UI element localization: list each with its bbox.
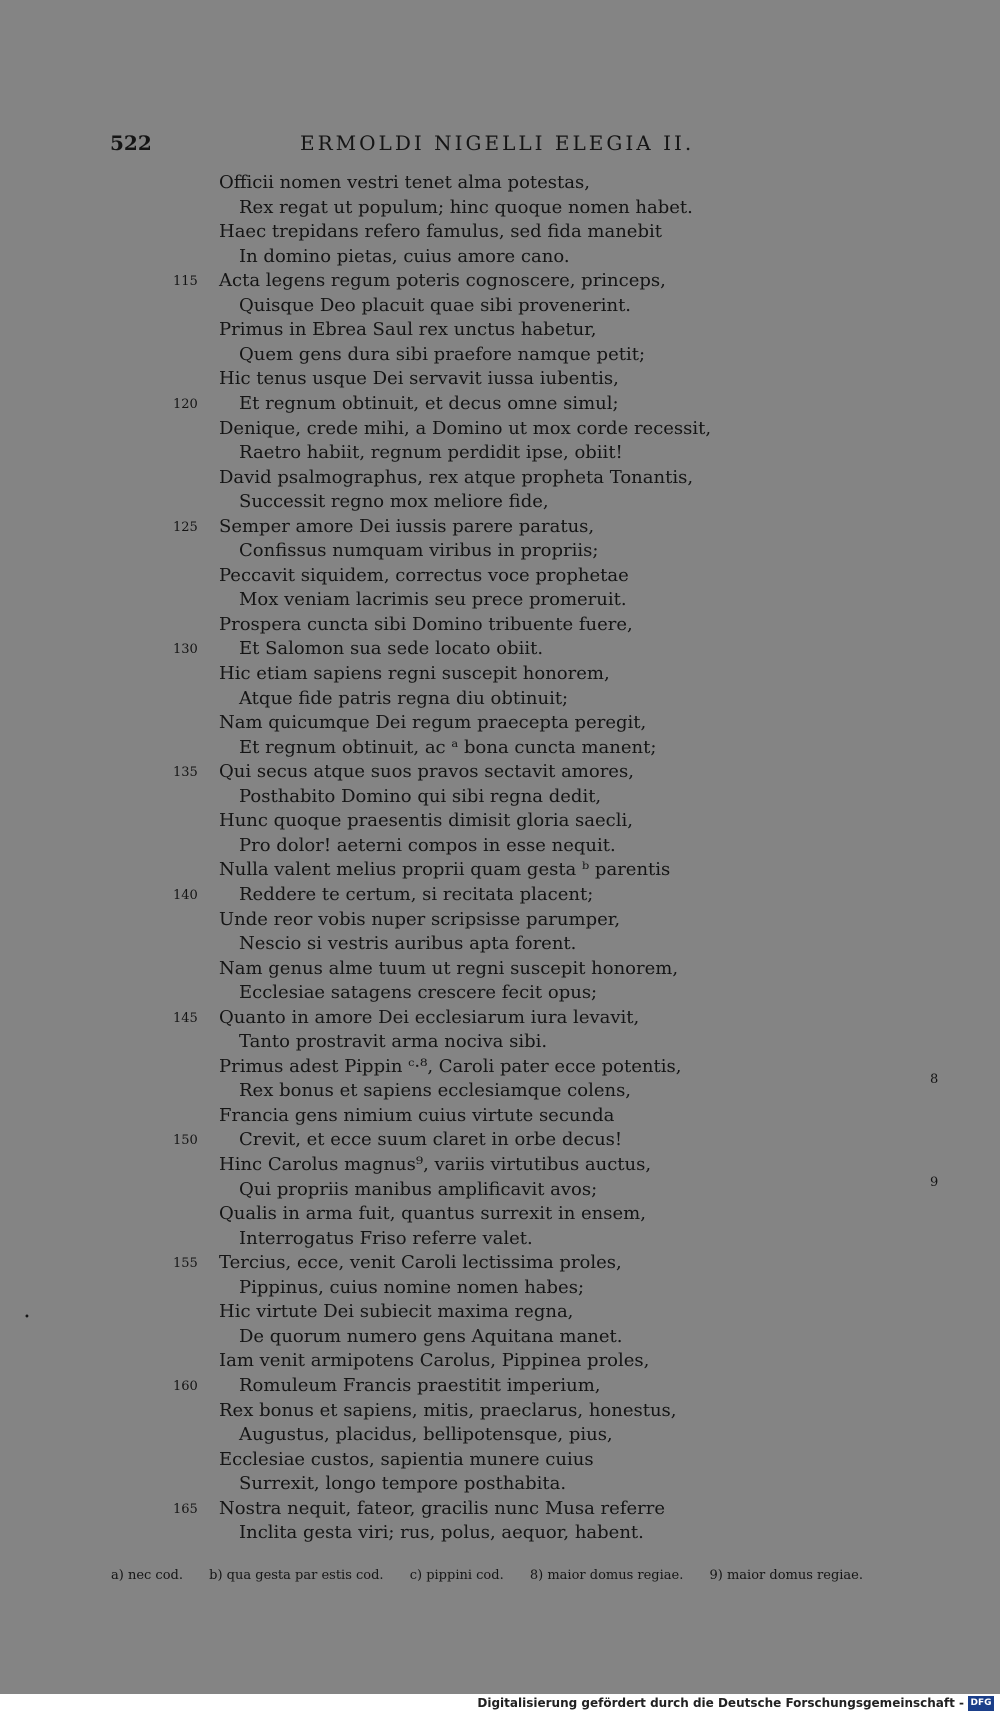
verse-line: Reddere te certum, si recitata placent; bbox=[239, 883, 594, 905]
verse-line: Posthabito Domino qui sibi regna dedit, bbox=[239, 785, 602, 807]
verse-line: Inclita gesta viri; rus, polus, aequor, habent. bbox=[239, 1522, 644, 1544]
verse-line: Rex bonus et sapiens, mitis, praeclarus, honestus, bbox=[219, 1399, 677, 1421]
verse-line: Tercius, ecce, venit Caroli lectissima proles, bbox=[219, 1252, 622, 1274]
verse-line: Semper amore Dei iussis parere paratus, bbox=[219, 515, 595, 537]
footnote-c: c) pippini cod. bbox=[409, 1568, 504, 1583]
verse-line: Primus adest Pippin ᶜ·⁸, Caroli pater ecce potentis, bbox=[219, 1055, 682, 1077]
verse-line: Ecclesiae satagens crescere fecit opus; bbox=[239, 982, 598, 1004]
stray-mark: • bbox=[24, 1312, 30, 1323]
verse-line: Crevit, et ecce suum claret in orbe decus! bbox=[239, 1129, 623, 1151]
verse-line: De quorum numero gens Aquitana manet. bbox=[239, 1325, 623, 1347]
margin-note-9: 9 bbox=[930, 1175, 939, 1190]
verse-line: Qui propriis manibus amplificavit avos; bbox=[239, 1178, 598, 1200]
verse-line: Rex regat ut populum; hinc quoque nomen habet. bbox=[239, 196, 693, 218]
verse-line: Peccavit siquidem, correctus voce prophetae bbox=[219, 564, 629, 586]
line-number: 135 bbox=[173, 765, 198, 781]
footnote-9: 9) maior domus regiae. bbox=[709, 1568, 863, 1583]
line-number: 130 bbox=[173, 642, 198, 658]
footnote-a: a) nec cod. bbox=[111, 1568, 183, 1583]
verse-line: In domino pietas, cuius amore cano. bbox=[239, 245, 570, 267]
line-number: 145 bbox=[173, 1010, 198, 1026]
footnote-b: b) qua gesta par estis cod. bbox=[209, 1568, 384, 1583]
verse-line: Nescio si vestris auribus apta forent. bbox=[239, 933, 577, 955]
verse-line: Romuleum Francis praestitit imperium, bbox=[239, 1374, 601, 1396]
verse-line: Mox veniam lacrimis seu prece promeruit. bbox=[239, 589, 627, 611]
dfg-logo-icon: DFG bbox=[968, 1696, 994, 1711]
verse-line: Qui secus atque suos pravos sectavit amores, bbox=[219, 761, 634, 783]
verse-line: Quanto in amore Dei ecclesiarum iura levavit, bbox=[219, 1006, 640, 1028]
page-number: 522 bbox=[110, 131, 152, 155]
verse-line: Denique, crede mihi, a Domino ut mox corde recessit, bbox=[219, 417, 712, 439]
verse-line: Acta legens regum poteris cognoscere, princeps, bbox=[219, 270, 666, 292]
line-number: 150 bbox=[173, 1133, 198, 1149]
footnote-8: 8) maior domus regiae. bbox=[529, 1568, 684, 1583]
line-number: 140 bbox=[173, 887, 198, 903]
verse-line: Augustus, placidus, bellipotensque, pius, bbox=[239, 1424, 613, 1446]
verse-line: Francia gens nimium cuius virtute secunda bbox=[219, 1104, 615, 1126]
verse-line: Quem gens dura sibi praefore namque petit; bbox=[239, 343, 646, 365]
verse-line: Ecclesiae custos, sapientia munere cuius bbox=[219, 1448, 594, 1470]
verse-line: Hic tenus usque Dei servavit iussa iubentis, bbox=[219, 368, 619, 390]
verse-line: Quisque Deo placuit quae sibi provenerint. bbox=[239, 294, 632, 316]
verse-line: Pippinus, cuius nomine nomen habes; bbox=[239, 1276, 585, 1298]
verse-line: Tanto prostravit arma nociva sibi. bbox=[239, 1031, 548, 1053]
running-head: ERMOLDI NIGELLI ELEGIA II. bbox=[300, 131, 695, 155]
verse-line: Et regnum obtinuit, ac ᵃ bona cuncta manent; bbox=[239, 736, 657, 758]
verse-line: Rex bonus et sapiens ecclesiamque colens, bbox=[239, 1080, 632, 1102]
line-number: 125 bbox=[173, 519, 198, 535]
verse-line: Nam genus alme tuum ut regni suscepit honorem, bbox=[219, 957, 679, 979]
verse-line: David psalmographus, rex atque propheta Tonantis, bbox=[219, 466, 694, 488]
margin-note-8: 8 bbox=[930, 1072, 939, 1087]
verse-line: Et Salomon sua sede locato obiit. bbox=[239, 638, 544, 660]
line-number: 155 bbox=[173, 1256, 198, 1272]
line-number: 165 bbox=[173, 1501, 198, 1517]
line-number: 160 bbox=[173, 1378, 198, 1394]
verse-line: Qualis in arma fuit, quantus surrexit in ensem, bbox=[219, 1203, 646, 1225]
verse-line: Pro dolor! aeterni compos in esse nequit. bbox=[239, 834, 616, 856]
line-number: 120 bbox=[173, 396, 198, 412]
verse-line: Prospera cuncta sibi Domino tribuente fuere, bbox=[219, 613, 633, 635]
verse-line: Nam quicumque Dei regum praecepta peregit, bbox=[219, 712, 647, 734]
line-number: 115 bbox=[173, 274, 198, 290]
verse-line: Interrogatus Friso referre valet. bbox=[239, 1227, 533, 1249]
verse-line: Hinc Carolus magnus⁹, variis virtutibus auctus, bbox=[219, 1154, 652, 1175]
footer-strip bbox=[0, 1694, 1000, 1714]
verse-line: Confissus numquam viribus in propriis; bbox=[239, 540, 599, 562]
verse-line: Successit regno mox meliore fide, bbox=[239, 491, 549, 513]
verse-line: Et regnum obtinuit, et decus omne simul; bbox=[239, 392, 619, 414]
verse-line: Atque fide patris regna diu obtinuit; bbox=[239, 687, 569, 709]
verse-line: Nostra nequit, fateor, gracilis nunc Musa referre bbox=[219, 1497, 665, 1519]
footnotes bbox=[111, 1568, 885, 1583]
verse-line: Hunc quoque praesentis dimisit gloria saecli, bbox=[219, 810, 633, 832]
footer-credit: Digitalisierung gefördert durch die Deutsche Forschungsgemeinschaft - bbox=[477, 1696, 964, 1710]
verse-line: Surrexit, longo tempore posthabita. bbox=[239, 1473, 567, 1495]
verse-line: Hic etiam sapiens regni suscepit honorem, bbox=[219, 663, 610, 684]
verse-line: Primus in Ebrea Saul rex unctus habetur, bbox=[219, 319, 597, 341]
verse-line: Unde reor vobis nuper scripsisse parumper, bbox=[219, 908, 621, 930]
verse-line: Raetro habiit, regnum perdidit ipse, obiit! bbox=[239, 442, 623, 464]
verse-line: Nulla valent melius proprii quam gesta ᵇ parentis bbox=[219, 859, 671, 881]
verse-line: Hic virtute Dei subiecit maxima regna, bbox=[219, 1301, 574, 1323]
verse-line: Haec trepidans refero famulus, sed fida manebit bbox=[219, 221, 662, 243]
verse-line: Iam venit armipotens Carolus, Pippinea proles, bbox=[219, 1350, 650, 1372]
verse-line: Officii nomen vestri tenet alma potestas, bbox=[219, 172, 590, 193]
